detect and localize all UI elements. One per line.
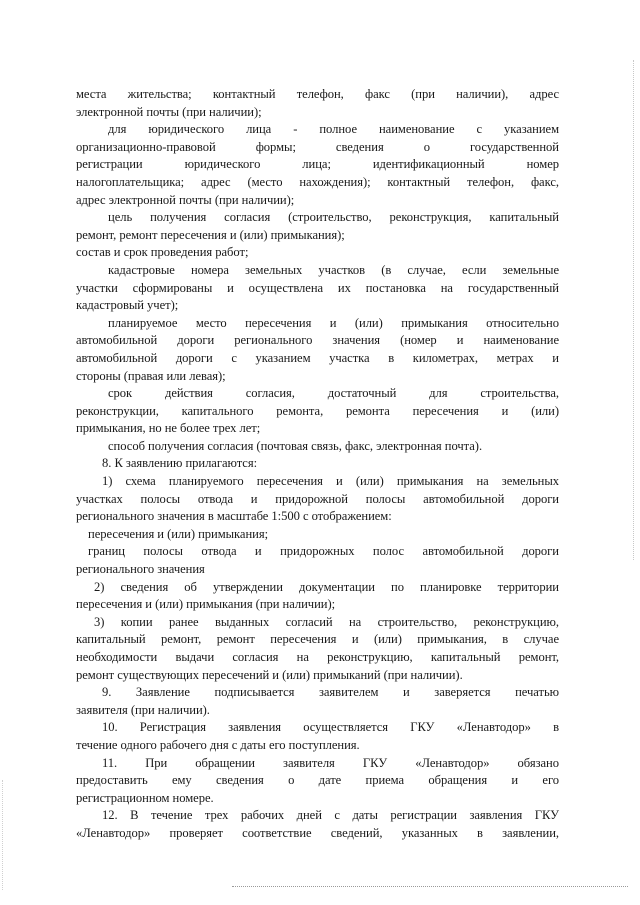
- text-line: адрес электронной почты (при наличии);: [76, 192, 295, 207]
- text-line: срок действия согласия, достаточный для строительства,: [108, 386, 559, 401]
- text-line: регистрации юридического лица; идентификационный номер: [76, 157, 559, 172]
- text-line: кадастровый учет);: [76, 298, 179, 313]
- text-line: цель получения согласия (строительство, реконструкция, капитальный: [108, 210, 559, 225]
- text-line: организационно-правовой формы; сведения о государственной: [76, 139, 559, 154]
- scan-bottom-rule: [232, 886, 628, 887]
- text-line: регистрационном номере.: [76, 790, 214, 805]
- text-line: 12. В течение трех рабочих дней с даты регистрации заявления ГКУ: [102, 808, 559, 823]
- text-line: способ получения согласия (почтовая связь, факс, электронная почта).: [108, 438, 483, 453]
- text-line: 9. Заявление подписывается заявителем и заверяется печатью: [102, 685, 559, 700]
- text-line: пересечения и (или) примыкания (при наличии);: [76, 597, 336, 612]
- text-line: заявителя (при наличии).: [76, 702, 210, 717]
- text-line: электронной почты (при наличии);: [76, 104, 262, 119]
- scan-edge-right: [632, 60, 634, 560]
- text-line: 3) копии ранее выданных согласий на строительство, реконструкцию,: [94, 614, 559, 629]
- text-line: регионального значения: [76, 562, 205, 577]
- text-line: 2) сведения об утверждении документации по планировке территории: [94, 579, 559, 594]
- text-line: 11. При обращении заявителя ГКУ «Ленавтодор» обязано: [102, 755, 559, 770]
- text-line: реконструкции, капитального ремонта, ремонта пересечения и (или): [76, 403, 559, 418]
- text-line: границ полосы отвода и придорожных полос автомобильной дороги: [88, 544, 559, 559]
- text-line: стороны (правая или левая);: [76, 368, 226, 383]
- scan-edge-left: [2, 780, 4, 890]
- text-line: налогоплательщика; адрес (место нахождения); контактный телефон, факс,: [76, 174, 559, 189]
- text-line: места жительства; контактный телефон, факс (при наличии), адрес: [76, 87, 559, 101]
- text-line: участках полосы отвода и придорожной полосы автомобильной дороги: [76, 491, 559, 506]
- text-line: для юридического лица - полное наименование с указанием: [108, 122, 559, 137]
- text-line: планируемое место пересечения и (или) примыкания относительно: [108, 315, 559, 330]
- text-line: 8. К заявлению прилагаются:: [102, 456, 258, 471]
- text-line: примыкания, но не более трех лет;: [76, 421, 261, 436]
- text-line: состав и срок проведения работ;: [76, 245, 249, 260]
- text-line: «Ленавтодор» проверяет соответствие сведений, указанных в заявлении,: [76, 825, 559, 840]
- text-line: необходимости выдачи согласия на реконструкцию, капитальный ремонт,: [76, 650, 559, 664]
- text-line: регионального значения в масштабе 1:500 с отображением:: [76, 509, 392, 524]
- document-body: [76, 86, 559, 843]
- text-line: течение одного рабочего дня с даты его поступления.: [76, 737, 360, 752]
- text-line: автомобильной дороги регионального значения (номер и наименование: [76, 333, 559, 348]
- text-line: участки сформированы и осуществлена их постановка на государственный: [76, 280, 559, 295]
- text-line: 10. Регистрация заявления осуществляется ГКУ «Ленавтодор» в: [102, 720, 559, 735]
- text-line: кадастровые номера земельных участков (в случае, если земельные: [108, 262, 559, 277]
- text-line: ремонт, ремонт пересечения и (или) примыкания);: [76, 227, 345, 242]
- text-line: пересечения и (или) примыкания;: [88, 526, 269, 541]
- text-line: автомобильной дороги с указанием участка в километрах, метрах и: [76, 350, 559, 365]
- text-line: 1) схема планируемого пересечения и (или) примыкания на земельных: [102, 474, 559, 489]
- text-line: ремонт существующих пересечений и (или) примыканий (при наличии).: [76, 667, 463, 682]
- text-line: капитальный ремонт, ремонт пересечения и (или) примыкания, в случае: [76, 632, 559, 647]
- text-line: предоставить ему сведения о дате приема обращения и его: [76, 773, 559, 788]
